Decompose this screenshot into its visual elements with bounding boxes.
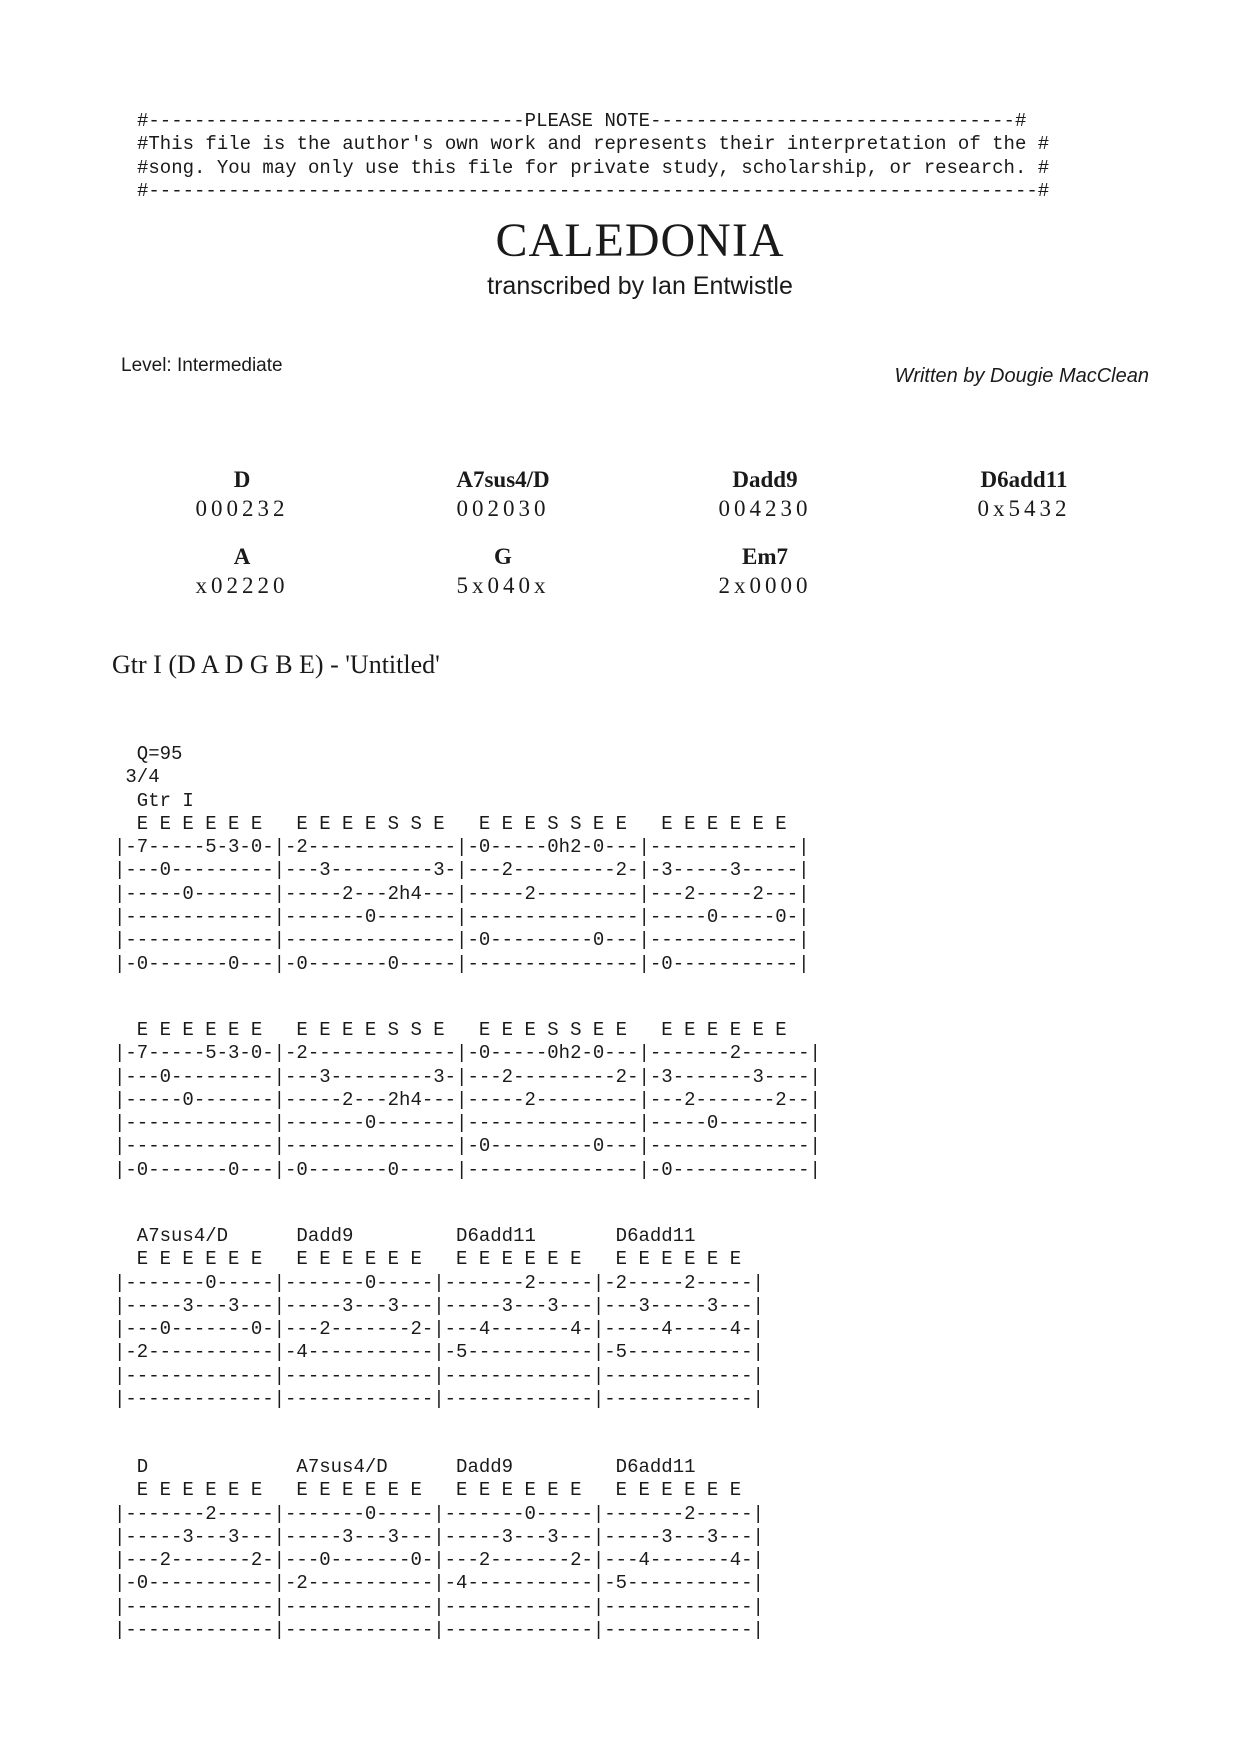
tab-string-line: |-------0-----|-------0-----|-------2-----|-2-----2-----| [114,1271,764,1294]
tab-block-4 [114,1456,764,1642]
tab-string-line: |-----0-------|-----2---2h4---|-----2---------|---2-----2---| [114,882,810,905]
tab-string-line: |-------2-----|-------0-----|-------0-----|-------2-----| [114,1502,764,1525]
tab-block-2 [114,1019,821,1182]
tab-string-line: |---0---------|---3---------3-|---2---------2-|-3-----3-----| [114,859,810,882]
tab-string-line: |-------------|-------------|-------------|-------------| [114,1595,764,1618]
chord-a [142,543,342,601]
tab-string-line: |-----3---3---|-----3---3---|-----3---3---|-----3---3---| [114,1525,764,1548]
chord-frets: 002030 [456,496,550,521]
chord-frets: 5x040x [456,573,550,598]
rhythm-line: E E E E E E E E E E E E E E E E E E E E E E E E [114,1248,742,1271]
chord-frets: x02220 [195,573,289,598]
difficulty-level: Level: Intermediate [121,355,283,376]
transcriber-credit: transcribed by Ian Entwistle [487,272,793,300]
instrument-line: Gtr I [114,789,194,812]
chord-name: Dadd9 [732,467,798,492]
notice-line: #song. You may only use this file for private study, scholarship, or research. # [137,156,1050,179]
chord-em7 [665,543,865,601]
chord-name: D6add11 [980,467,1068,492]
chord-frets: 0x5432 [977,496,1071,521]
tab-block-1 [114,743,810,976]
tab-string-line: |-------------|---------------|-0---------0---|-------------| [114,929,810,952]
tab-string-line: |-7-----5-3-0-|-2-------------|-0-----0h2-0---|-------2------| [114,1042,821,1065]
tab-string-line: |-0-------0---|-0-------0-----|---------------|-0------------| [114,1158,821,1181]
tab-string-line: |-----3---3---|-----3---3---|-----3---3---|---3-----3---| [114,1294,764,1317]
chord-d6add11 [924,466,1124,524]
tab-string-line: |---2-------2-|---0-------0-|---2-------2-|---4-------4-| [114,1549,764,1572]
tab-string-line: |-0-----------|-2-----------|-4-----------|-5-----------| [114,1572,764,1595]
notice-line: #---------------------------------PLEASE NOTE--------------------------------# [137,110,1027,132]
chord-d [142,466,342,524]
guitar-tuning-heading: Gtr I (D A D G B E) - 'Untitled' [112,650,440,679]
song-title: CALEDONIA [495,214,785,267]
tab-string-line: |-------------|-------------|-------------|-------------| [114,1388,764,1411]
notice-line: #------------------------------------------------------------------------------# [137,179,1050,202]
tab-string-line: |-------------|-------0-------|---------------|-----0--------| [114,1112,821,1135]
chord-name: A [233,544,251,569]
songwriter-credit: Written by Dougie MacClean [894,365,1149,387]
notice-line: #This file is the author's own work and represents their interpretation of the # [137,133,1050,156]
tab-string-line: |-7-----5-3-0-|-2-------------|-0-----0h2-0---|-------------| [114,836,810,859]
chord-labels-line: D A7sus4/D Dadd9 D6add11 [114,1456,696,1478]
chord-frets: 2x0000 [718,573,812,598]
chord-dadd9 [665,466,865,524]
tab-string-line: |-----0-------|-----2---2h4---|-----2---------|---2-------2--| [114,1088,821,1111]
tab-string-line: |-0-------0---|-0-------0-----|---------------|-0-----------| [114,952,810,975]
chord-name: G [494,544,512,569]
tab-string-line: |-------------|---------------|-0---------0---|--------------| [114,1135,821,1158]
chord-frets: 000232 [195,496,289,521]
tab-string-line: |---0---------|---3---------3-|---2---------2-|-3-------3----| [114,1065,821,1088]
tab-string-line: |---0-------0-|---2-------2-|---4-------4-|-----4-----4-| [114,1318,764,1341]
rhythm-line: E E E E E E E E E E S S E E E E S S E E E E E E E E [114,1019,787,1041]
tab-string-line: |-2-----------|-4-----------|-5-----------|-5-----------| [114,1341,764,1364]
tempo-line: Q=95 [114,743,183,765]
time-signature-line: 3/4 [114,766,160,789]
rhythm-line: E E E E E E E E E E S S E E E E S S E E E E E E E E [114,812,787,835]
chord-labels-line: A7sus4/D Dadd9 D6add11 D6add11 [114,1225,696,1247]
chord-a7sus4-d [403,466,603,524]
copyright-notice [137,110,1049,203]
tab-block-3 [114,1225,764,1411]
tab-string-line: |-------------|-------------|-------------|-------------| [114,1619,764,1642]
chord-name: A7sus4/D [456,467,550,492]
rhythm-line: E E E E E E E E E E E E E E E E E E E E E E E E [114,1479,742,1502]
chord-g [403,543,603,601]
tab-string-line: |-------------|-------------|-------------|-------------| [114,1364,764,1387]
chord-frets: 004230 [718,496,812,521]
chord-name: D [233,467,251,492]
tab-string-line: |-------------|-------0-------|---------------|-----0-----0-| [114,906,810,929]
chord-name: Em7 [742,544,788,569]
